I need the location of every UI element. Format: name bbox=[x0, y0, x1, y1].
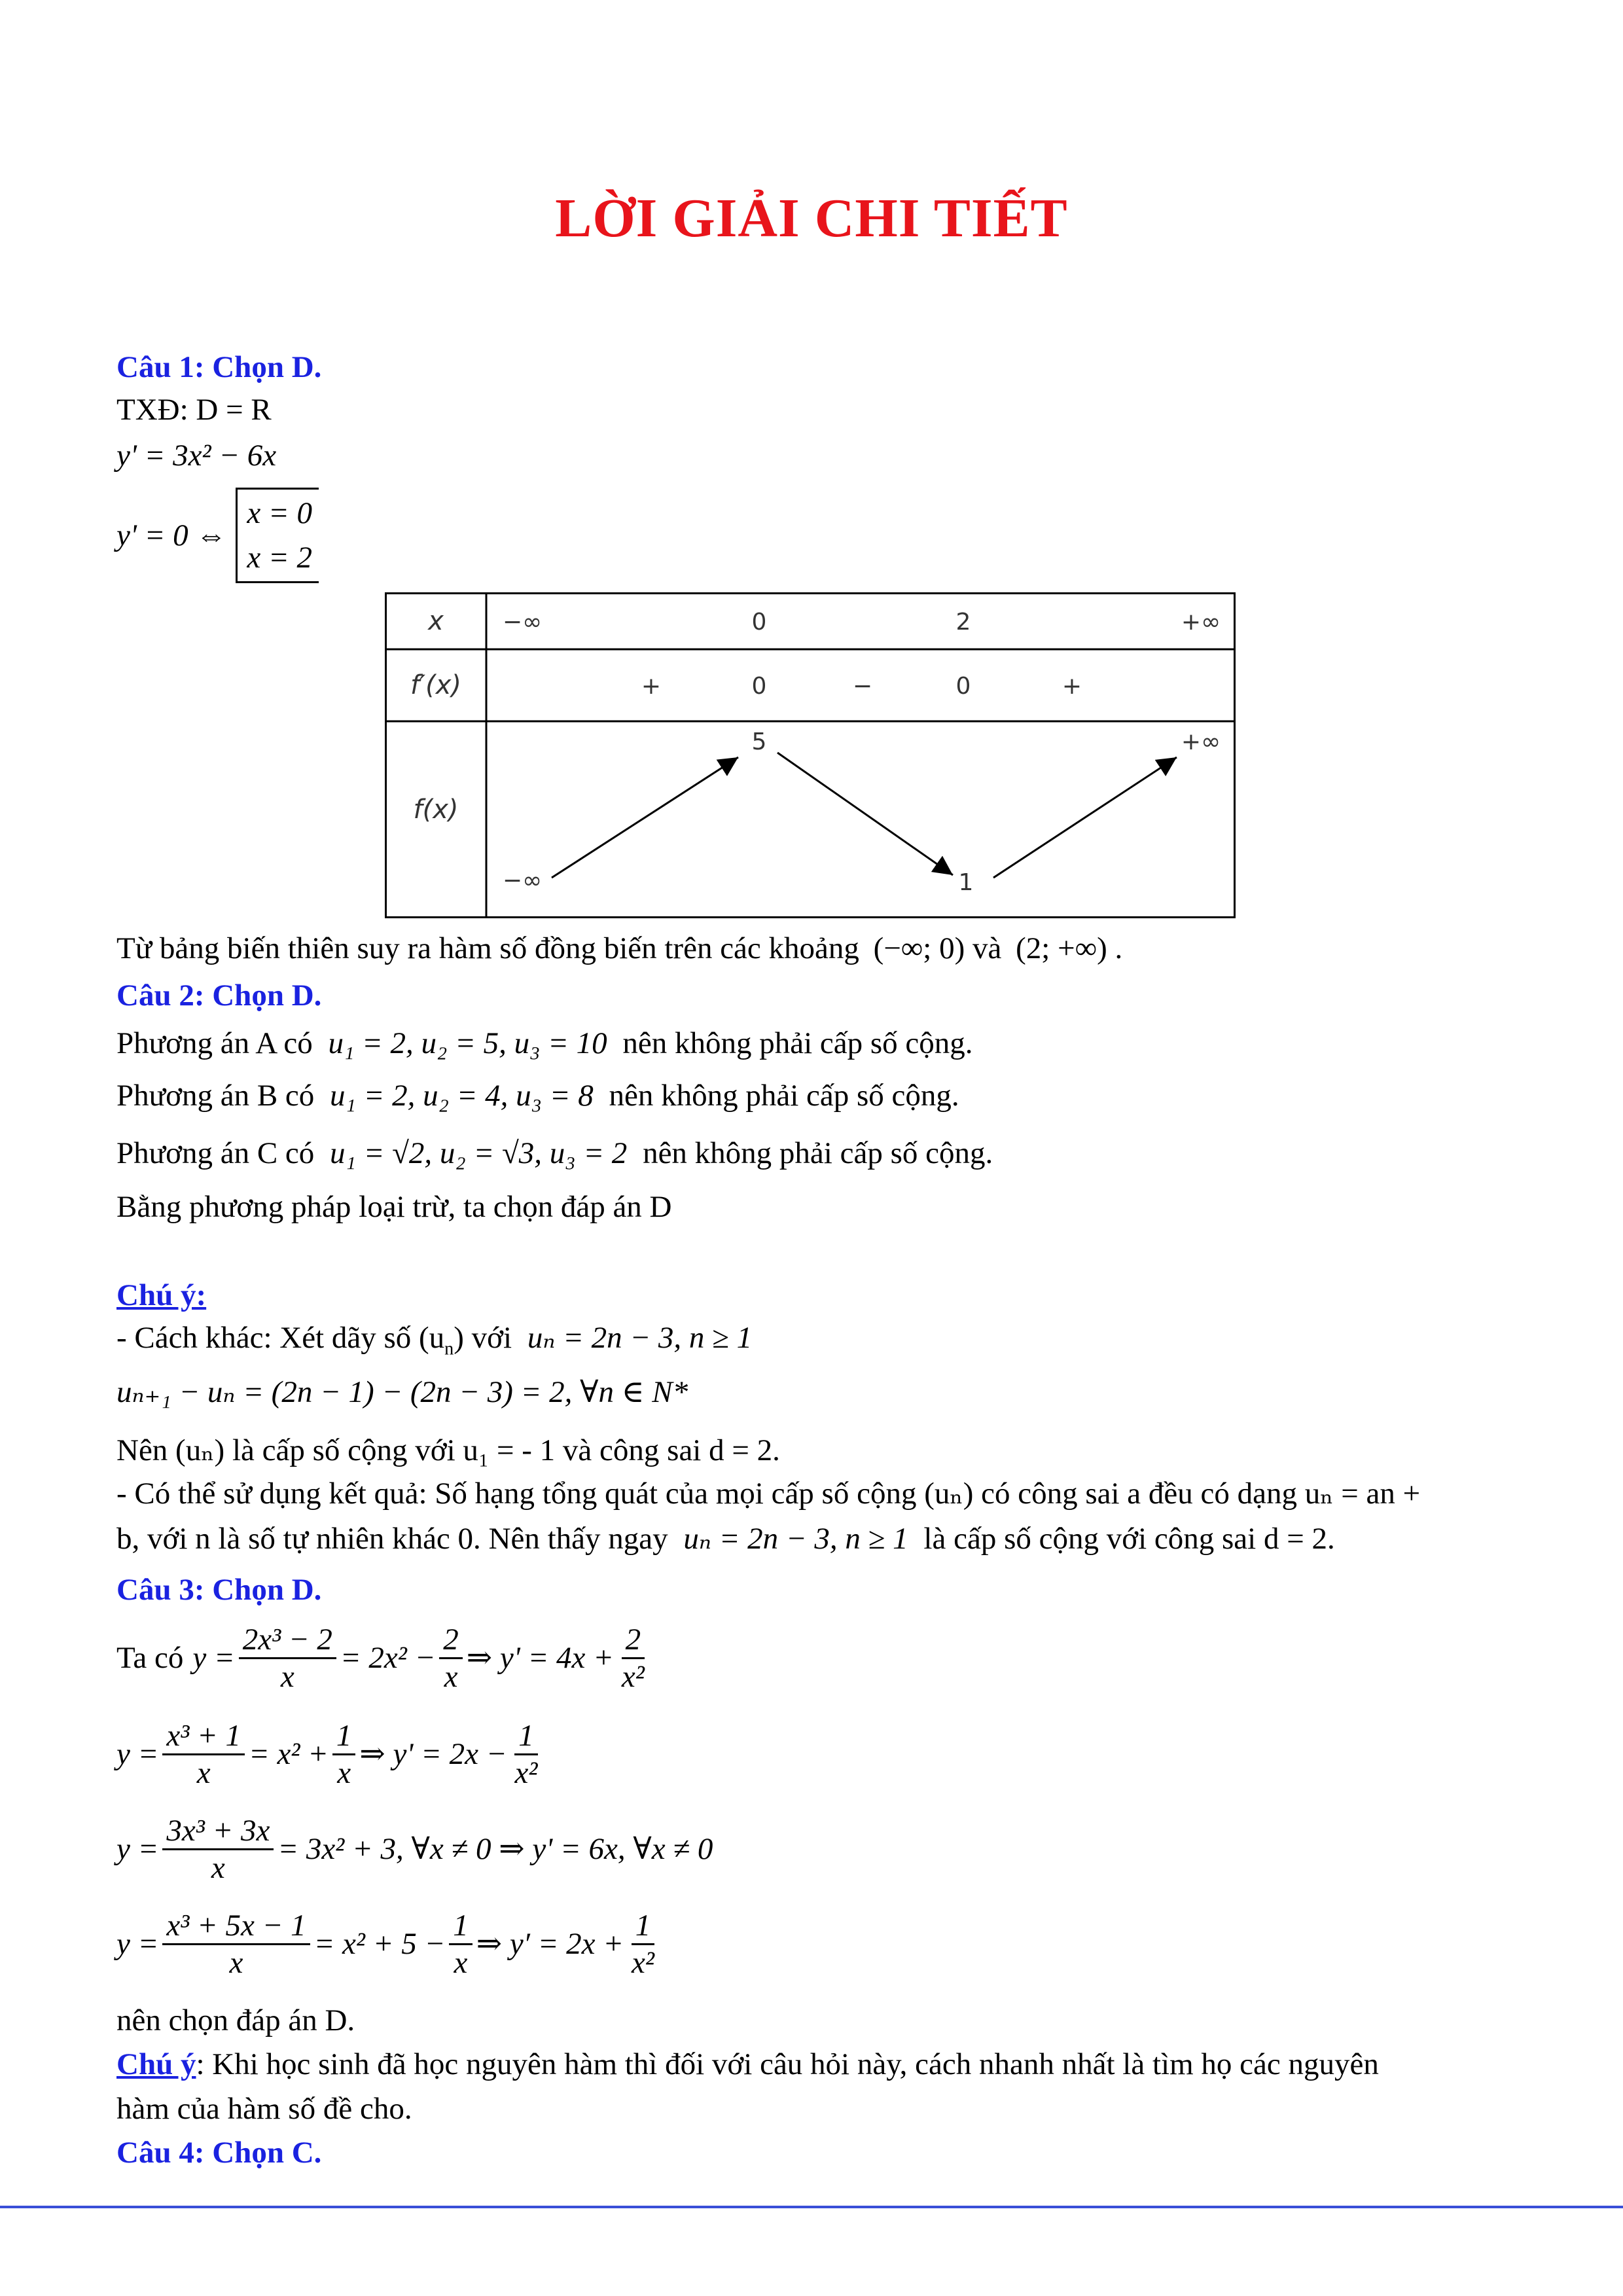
decrease-arrow bbox=[777, 753, 953, 875]
equation-1-denominator: x bbox=[280, 1660, 294, 1695]
note-1-line-4: - Có thể sử dụng kết quả: Số hạng tổng quát của mọi cấp số cộng (uₙ) có công sai a đều có dạng uₙ = an + bbox=[116, 1477, 1421, 1511]
equation-4-fraction bbox=[162, 1908, 310, 1981]
note-1-line-1-text: - Cách khác: Xét dãy số (u bbox=[116, 1321, 445, 1355]
note-1-line-1-math: uₙ = 2n − 3, n ≥ 1 bbox=[527, 1321, 753, 1355]
question-1-conclusion bbox=[116, 929, 1122, 968]
equation-3-numerator: 3x³ + 3x bbox=[162, 1813, 274, 1850]
sign-minus: − bbox=[852, 673, 873, 700]
root-1: x = 0 bbox=[247, 496, 312, 530]
option-b-label: Phương án B có bbox=[116, 1079, 315, 1113]
option-a-label: Phương án A có bbox=[116, 1026, 313, 1060]
equation-4-fraction-3 bbox=[628, 1908, 658, 1981]
equation-4-f3-numerator: 1 bbox=[632, 1908, 655, 1945]
equation-3-denominator: x bbox=[211, 1851, 225, 1886]
equation-4-f2-denominator: x bbox=[454, 1946, 468, 1981]
row-label-f: f(x) bbox=[413, 795, 459, 825]
question-4-heading: Câu 4: Chọn C. bbox=[116, 2136, 322, 2170]
derivative-line: y' = 3x² − 6x bbox=[116, 439, 277, 473]
equation-4-fraction-2 bbox=[449, 1908, 473, 1981]
equation-4-f2-numerator: 1 bbox=[449, 1908, 473, 1945]
equation-1-numerator: 2x³ − 2 bbox=[239, 1622, 336, 1659]
equation-3-y: y = bbox=[116, 1832, 159, 1867]
equation-2-f2-denominator: x bbox=[337, 1756, 351, 1791]
critical-points-line bbox=[116, 488, 319, 583]
equation-1-intro: Ta có bbox=[116, 1641, 184, 1676]
option-c-math: u₁ = √2, u₂ = √3, u₃ = 2 bbox=[330, 1136, 628, 1170]
interval-1: (−∞; 0) bbox=[873, 931, 965, 965]
equation-1-y: y = bbox=[192, 1641, 235, 1676]
sign-zero-1: 0 bbox=[751, 673, 767, 700]
note-1-line-1-sub: n bbox=[444, 1338, 454, 1359]
critical-points-lhs: y' = 0 ⇔ bbox=[116, 518, 227, 552]
question-1-heading: Câu 1: Chọn D. bbox=[116, 350, 322, 384]
equation-4-numerator: x³ + 5x − 1 bbox=[162, 1908, 310, 1945]
equation-1-fraction-2 bbox=[439, 1622, 463, 1695]
equation-4-middle: = x² + 5 − bbox=[313, 1927, 446, 1962]
option-c-line bbox=[116, 1134, 993, 1173]
equation-2-f2-numerator: 1 bbox=[332, 1718, 356, 1755]
equation-2-f3-denominator: x² bbox=[514, 1756, 538, 1791]
sign-plus-2: + bbox=[1061, 673, 1082, 700]
sign-zero-2: 0 bbox=[955, 673, 971, 700]
option-c-label: Phương án C có bbox=[116, 1136, 315, 1170]
note-1-line-1-mid: ) với bbox=[454, 1321, 512, 1355]
page-title: LỜI GIẢI CHI TIẾT bbox=[555, 188, 1068, 249]
question-3-heading: Câu 3: Chọn D. bbox=[116, 1573, 322, 1607]
equation-2-fraction-2 bbox=[332, 1718, 356, 1791]
equation-1-fraction-3 bbox=[618, 1622, 649, 1695]
equation-2-derivative: ⇒ y' = 2x − bbox=[359, 1737, 507, 1772]
note-1-heading: Chú ý: bbox=[116, 1278, 207, 1312]
equation-1-f2-numerator: 2 bbox=[439, 1622, 463, 1659]
domain-line: TXĐ: D = R bbox=[116, 393, 272, 427]
option-b-verdict: nên không phải cấp số cộng. bbox=[609, 1079, 959, 1113]
sign-plus-1: + bbox=[641, 673, 662, 700]
x-value-neg-inf: −∞ bbox=[502, 609, 543, 636]
note-1-line-5-math: uₙ = 2n − 3, n ≥ 1 bbox=[683, 1522, 908, 1556]
note-1-line-2: uₙ₊₁ − uₙ = (2n − 1) − (2n − 3) = 2, ∀n ∈ N* bbox=[116, 1375, 688, 1409]
question-2-final: Bằng phương pháp loại trừ, ta chọn đáp án D bbox=[116, 1190, 672, 1224]
equation-2-denominator: x bbox=[196, 1756, 211, 1791]
equation-4-y: y = bbox=[116, 1927, 159, 1962]
equation-1-fraction bbox=[239, 1622, 336, 1695]
equation-3 bbox=[116, 1813, 713, 1886]
f-value-start: −∞ bbox=[502, 867, 543, 894]
equation-4-derivative: ⇒ y′ = 2x + bbox=[476, 1927, 624, 1962]
equation-3-rest: = 3x² + 3, ∀x ≠ 0 ⇒ y' = 6x, ∀x ≠ 0 bbox=[277, 1832, 713, 1867]
equation-2-fraction-3 bbox=[510, 1718, 541, 1791]
f-value-min: 1 bbox=[958, 869, 974, 896]
note-2-heading: Chú ý bbox=[116, 2047, 196, 2081]
variation-table bbox=[385, 592, 1236, 918]
option-c-verdict: nên không phải cấp số cộng. bbox=[643, 1136, 993, 1170]
conclusion-and: và bbox=[972, 931, 1002, 965]
note-1-line-1 bbox=[116, 1319, 752, 1361]
x-value-0: 0 bbox=[751, 609, 767, 636]
equation-4-denominator: x bbox=[229, 1946, 243, 1981]
conclusion-text: Từ bảng biến thiên suy ra hàm số đồng biến trên các khoảng bbox=[116, 931, 859, 965]
note-1-line-3: Nên (uₙ) là cấp số cộng với u₁ = - 1 và công sai d = 2. bbox=[116, 1433, 780, 1467]
equation-1-derivative: ⇒ y' = 4x + bbox=[466, 1641, 614, 1676]
note-1-line-5-post: là cấp số cộng với công sai d = 2. bbox=[923, 1522, 1335, 1556]
question-2-heading: Câu 2: Chọn D. bbox=[116, 978, 322, 1013]
f-value-max: 5 bbox=[751, 728, 767, 755]
conclusion-period: . bbox=[1115, 931, 1123, 965]
equation-2-f3-numerator: 1 bbox=[514, 1718, 538, 1755]
note-2-line-2: hàm của hàm số đề cho. bbox=[116, 2092, 412, 2126]
equation-1-f2-denominator: x bbox=[444, 1660, 458, 1695]
equation-2-y: y = bbox=[116, 1737, 159, 1772]
row-label-fprime: f′(x) bbox=[410, 670, 462, 700]
option-b-line bbox=[116, 1077, 959, 1115]
equation-2-fraction bbox=[162, 1718, 245, 1791]
interval-2: (2; +∞) bbox=[1016, 931, 1107, 965]
equation-2-numerator: x³ + 1 bbox=[162, 1718, 245, 1755]
row-label-x: x bbox=[428, 606, 444, 636]
root-2: x = 2 bbox=[247, 541, 312, 575]
increase-arrow-2 bbox=[993, 757, 1177, 878]
increase-arrow-1 bbox=[552, 757, 738, 878]
footer-rule bbox=[0, 2206, 1623, 2208]
note-2-text: : Khi học sinh đã học nguyên hàm thì đối với câu hỏi này, cách nhanh nhất là tìm họ các nguyên bbox=[196, 2047, 1379, 2081]
roots-system bbox=[236, 488, 319, 583]
equation-1-f3-numerator: 2 bbox=[622, 1622, 645, 1659]
note-1-line-5 bbox=[116, 1520, 1335, 1558]
question-3-choose: nên chọn đáp án D. bbox=[116, 2003, 355, 2037]
option-a-math: u₁ = 2, u₂ = 5, u₃ = 10 bbox=[328, 1026, 607, 1060]
equation-1 bbox=[116, 1622, 652, 1695]
note-2-line-1 bbox=[116, 2045, 1379, 2084]
f-value-end: +∞ bbox=[1181, 728, 1221, 755]
equation-3-fraction bbox=[162, 1813, 274, 1886]
equation-4-f3-denominator: x² bbox=[632, 1946, 654, 1981]
equation-2-middle: = x² + bbox=[249, 1737, 329, 1772]
equation-4 bbox=[116, 1908, 662, 1981]
note-1-line-5-text: b, với n là số tự nhiên khác 0. Nên thấy ngay bbox=[116, 1522, 668, 1556]
equation-2 bbox=[116, 1718, 545, 1791]
x-value-2: 2 bbox=[955, 609, 971, 636]
equation-1-middle: = 2x² − bbox=[340, 1641, 436, 1676]
option-a-verdict: nên không phải cấp số cộng. bbox=[622, 1026, 973, 1060]
option-a-line bbox=[116, 1024, 973, 1063]
equation-1-f3-denominator: x² bbox=[621, 1660, 645, 1695]
option-b-math: u₁ = 2, u₂ = 4, u₃ = 8 bbox=[330, 1079, 594, 1113]
x-value-pos-inf: +∞ bbox=[1181, 609, 1221, 636]
